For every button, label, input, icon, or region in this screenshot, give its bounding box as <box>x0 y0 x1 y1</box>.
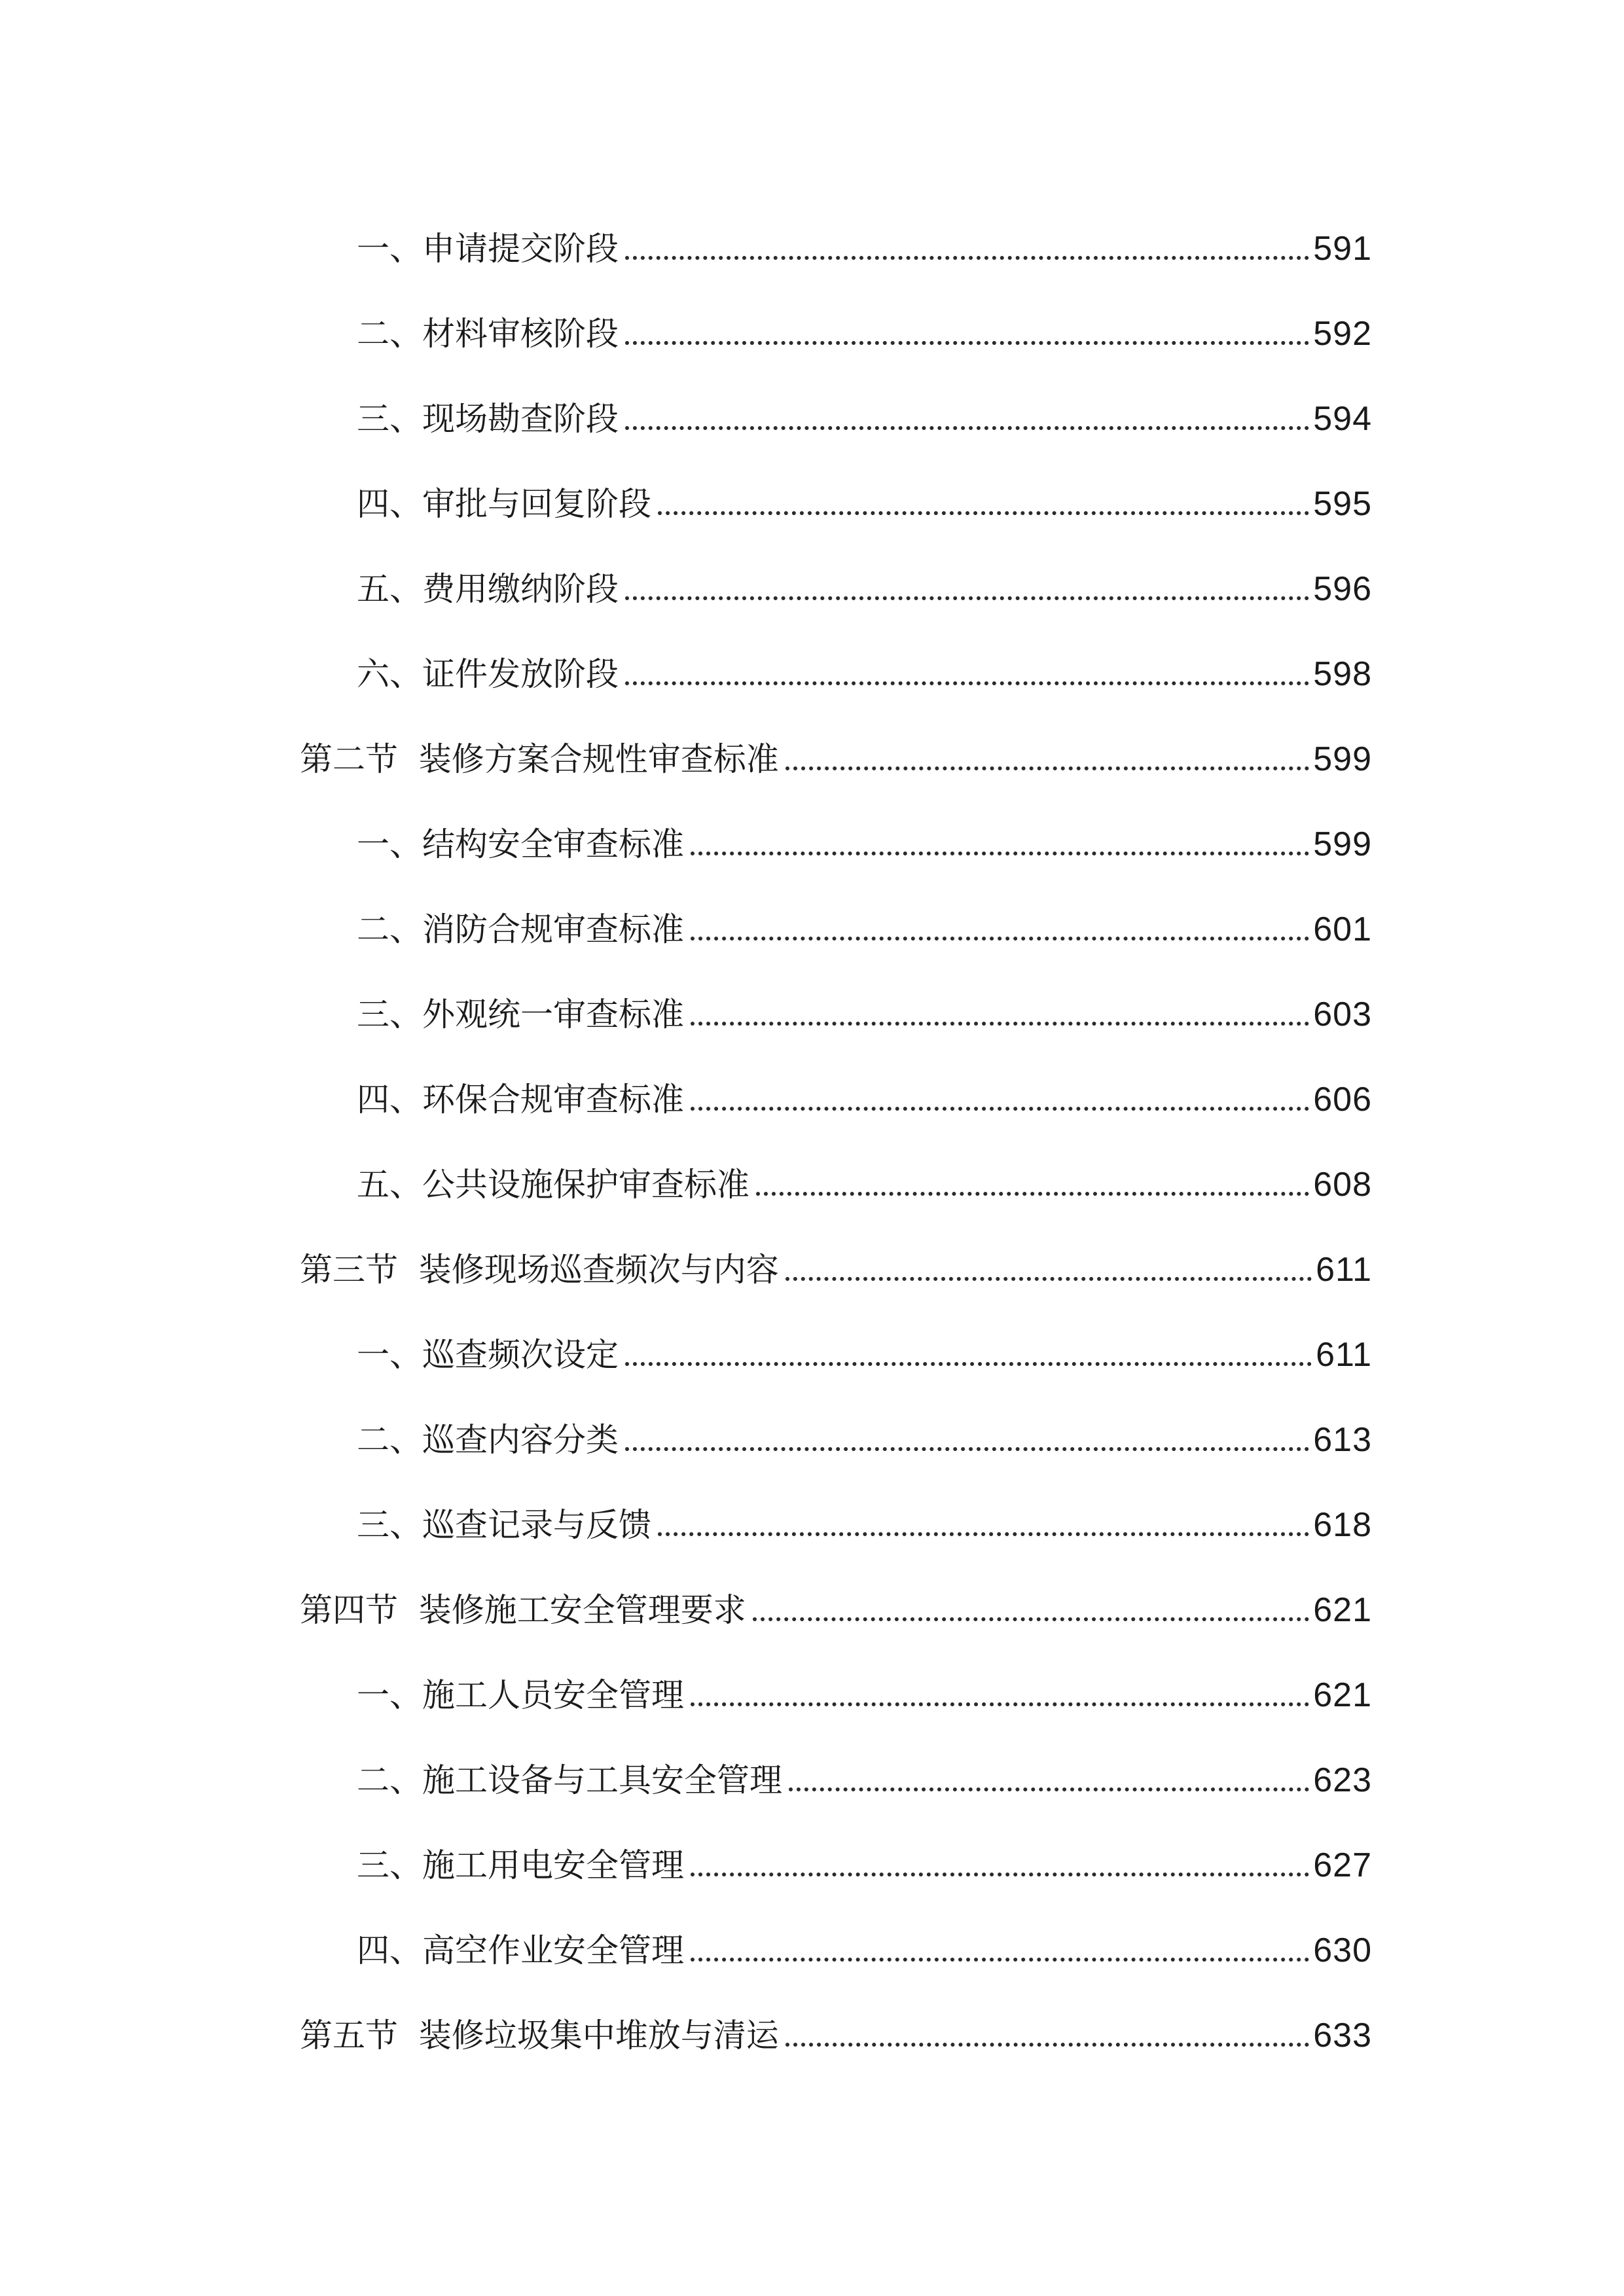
toc-entry[interactable] <box>357 635 1372 694</box>
toc-dot-leader <box>625 681 1309 685</box>
toc-entry-title: 二、消防合规审查标准 <box>357 910 684 948</box>
toc-page-number: 618 <box>1313 1506 1372 1544</box>
toc-page-number: 608 <box>1313 1166 1372 1204</box>
toc-section-title: 第五节 装修垃圾集中堆放与清运 <box>300 2017 779 2054</box>
toc-entry[interactable] <box>357 1145 1372 1204</box>
toc-page-number: 603 <box>1313 996 1372 1033</box>
toc-page-number: 611 <box>1316 1336 1372 1374</box>
toc-entry-title: 六、证件发放阶段 <box>357 655 619 693</box>
toc-section-title: 第四节 装修施工安全管理要求 <box>300 1591 746 1629</box>
toc-dot-leader <box>658 1532 1309 1536</box>
toc-entry-title: 三、现场勘查阶段 <box>357 400 619 438</box>
toc-dot-leader <box>625 341 1309 345</box>
toc-entry[interactable] <box>357 465 1372 524</box>
toc-entry-title: 三、外观统一审查标准 <box>357 996 684 1033</box>
toc-page-number: 591 <box>1313 230 1372 268</box>
toc-entry-title: 三、巡查记录与反馈 <box>357 1506 651 1544</box>
toc-dot-leader <box>691 1022 1309 1026</box>
toc-page-number: 613 <box>1313 1421 1372 1459</box>
toc-entry-title: 四、高空作业安全管理 <box>357 1931 684 1969</box>
toc-entry[interactable] <box>357 295 1372 353</box>
toc-entry[interactable] <box>357 380 1372 439</box>
toc-page-number: 595 <box>1313 485 1372 523</box>
toc-entry[interactable] <box>357 975 1372 1034</box>
toc-entry[interactable] <box>357 1826 1372 1885</box>
toc-section-entry[interactable] <box>300 1230 1372 1289</box>
toc-entry-title: 二、材料审核阶段 <box>357 315 619 353</box>
toc-entry-title: 一、施工人员安全管理 <box>357 1676 684 1714</box>
toc-dot-leader <box>691 1702 1309 1706</box>
toc-page-number: 594 <box>1313 400 1372 438</box>
toc-dot-leader <box>625 1447 1309 1451</box>
toc-section-entry[interactable] <box>300 720 1372 779</box>
toc-dot-leader <box>691 937 1309 941</box>
toc-entry[interactable] <box>357 1316 1372 1374</box>
toc-entry-title: 二、巡查内容分类 <box>357 1421 619 1459</box>
toc-dot-leader <box>756 1192 1309 1196</box>
toc-section-title: 第二节 装修方案合规性审查标准 <box>300 740 779 778</box>
toc-dot-leader <box>691 852 1309 855</box>
toc-page-number: 599 <box>1313 740 1372 778</box>
toc-dot-leader <box>753 1617 1309 1621</box>
toc-page-number: 630 <box>1313 1931 1372 1969</box>
toc-page-number: 627 <box>1313 1846 1372 1884</box>
toc-dot-leader <box>625 256 1309 260</box>
toc-entry[interactable] <box>357 805 1372 864</box>
toc-entry-title: 一、申请提交阶段 <box>357 230 619 268</box>
toc-dot-leader <box>785 1277 1312 1281</box>
toc-dot-leader <box>789 1787 1309 1791</box>
toc-dot-leader <box>691 1958 1309 1962</box>
toc-section-title: 第三节 装修现场巡查频次与内容 <box>300 1251 779 1289</box>
toc-entry[interactable] <box>357 1060 1372 1119</box>
toc-entry-title: 一、巡查频次设定 <box>357 1336 619 1374</box>
toc-entry[interactable] <box>357 1486 1372 1545</box>
toc-page-number: 596 <box>1313 570 1372 608</box>
toc-entry[interactable] <box>357 1656 1372 1715</box>
toc-entry[interactable] <box>357 550 1372 609</box>
toc-entry-title: 五、公共设施保护审查标准 <box>357 1166 749 1204</box>
toc-page-number: 598 <box>1313 655 1372 693</box>
toc-page-number: 599 <box>1313 825 1372 863</box>
toc-dot-leader <box>785 2043 1309 2047</box>
toc-section-entry[interactable] <box>300 1571 1372 1630</box>
toc-entry-title: 三、施工用电安全管理 <box>357 1846 684 1884</box>
toc-page-number: 592 <box>1313 315 1372 353</box>
toc-entry[interactable] <box>357 1741 1372 1800</box>
toc-dot-leader <box>785 766 1309 770</box>
toc-page-number: 606 <box>1313 1081 1372 1119</box>
toc-page-number: 623 <box>1313 1761 1372 1799</box>
toc-page-number: 601 <box>1313 910 1372 948</box>
toc-page-number: 621 <box>1313 1676 1372 1714</box>
toc-entry-title: 四、审批与回复阶段 <box>357 485 651 523</box>
toc-entry-title: 一、结构安全审查标准 <box>357 825 684 863</box>
toc-dot-leader <box>658 511 1309 515</box>
toc-page-number: 621 <box>1313 1591 1372 1629</box>
toc-section-entry[interactable] <box>300 1996 1372 2055</box>
toc-dot-leader <box>691 1107 1309 1111</box>
toc-entry-title: 四、环保合规审查标准 <box>357 1081 684 1119</box>
toc-entry[interactable] <box>357 890 1372 949</box>
toc-entry-title: 五、费用缴纳阶段 <box>357 570 619 608</box>
toc-page-number: 611 <box>1316 1251 1372 1289</box>
toc-dot-leader <box>625 426 1309 430</box>
toc-dot-leader <box>625 596 1309 600</box>
toc-entry[interactable] <box>357 209 1372 268</box>
toc-dot-leader <box>691 1873 1309 1876</box>
toc-entry[interactable] <box>357 1911 1372 1970</box>
toc-entry-title: 二、施工设备与工具安全管理 <box>357 1761 782 1799</box>
toc-dot-leader <box>625 1362 1312 1366</box>
toc-entry[interactable] <box>357 1401 1372 1460</box>
toc-page-number: 633 <box>1313 2017 1372 2054</box>
